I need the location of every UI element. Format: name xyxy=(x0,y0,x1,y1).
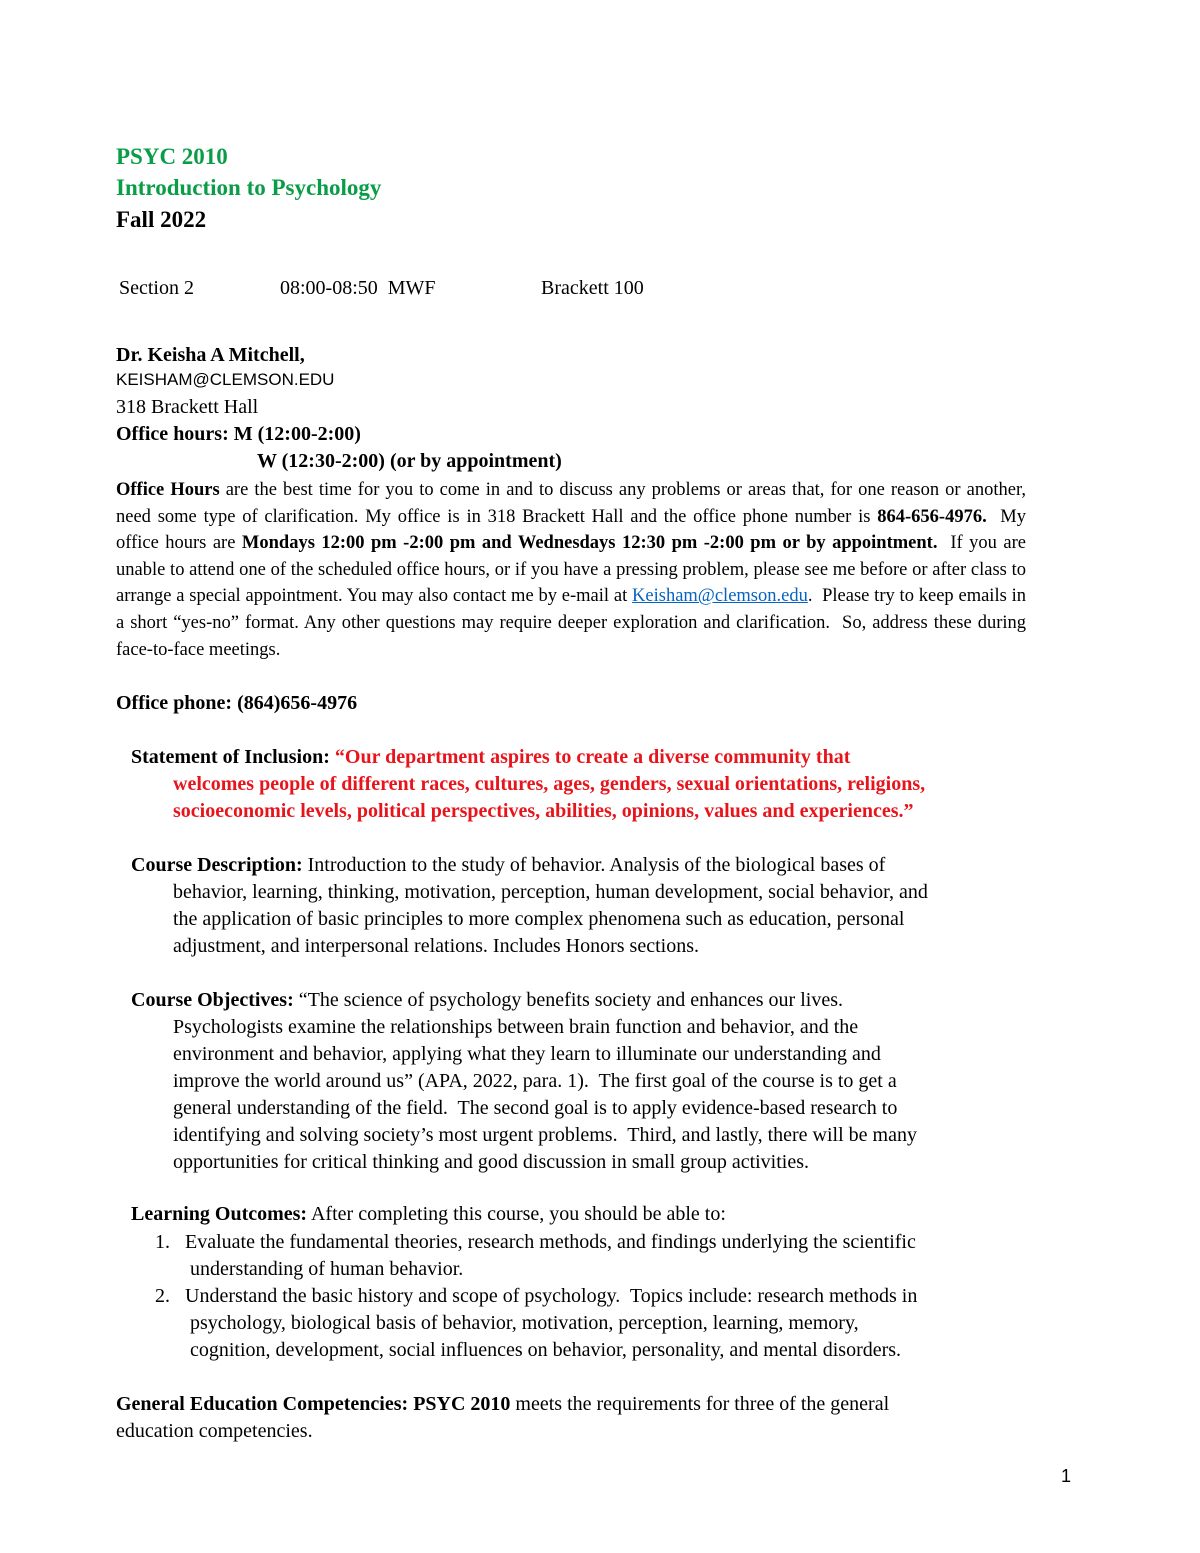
objectives-text-6: identifying and solving society’s most urgent problems. Third, and lastly, there will be many xyxy=(173,1124,917,1146)
outcome-2-line-2: psychology, biological basis of behavior, motivation, perception, learning, memory, xyxy=(190,1312,859,1334)
class-room: Brackett 100 xyxy=(541,277,644,299)
outcome-2-line-3: cognition, development, social influences on behavior, personality, and mental disorders. xyxy=(190,1339,902,1361)
description-label: Course Description: xyxy=(131,854,303,876)
outcome-2-line-1: Understand the basic history and scope of psychology. Topics include: research methods in xyxy=(185,1285,918,1307)
office-hours-line-1 xyxy=(116,423,361,446)
office-text-1: are the best time for you to come in and to discuss any problems or areas that, for one reason or another, need some type of clarification. My office is in 318 Brackett Hall and the office phone number is xyxy=(116,480,1026,527)
objectives-label: Course Objectives: xyxy=(131,989,294,1011)
outcome-1-line-2: understanding of human behavior. xyxy=(190,1258,464,1280)
objectives-text-4: improve the world around us” (APA, 2022, para. 1). The first goal of the course is to get a xyxy=(173,1070,897,1092)
description-text-4: adjustment, and interpersonal relations. Includes Honors sections. xyxy=(173,935,699,957)
objectives-line-1 xyxy=(131,989,843,1012)
office-phone-label: Office phone: xyxy=(116,692,233,714)
office-hours-inline: Mondays 12:00 pm -2:00 pm and Wednesdays 12:30 pm -2:00 pm or by appointment. xyxy=(241,533,938,554)
section-number: Section 2 xyxy=(119,277,194,299)
office-hours-label: Office hours: xyxy=(116,423,229,445)
office-phone-inline: 864-656-4976. xyxy=(877,506,987,527)
description-text-1: Introduction to the study of behavior. Analysis of the biological bases of xyxy=(302,854,886,876)
office-text-3: If you are unable to attend one of the scheduled office hours, or if you have a pressing problem, please see me before or after class to arrange a special appointment. You may also contact me by e-mail at xyxy=(116,533,1031,607)
outcomes-intro: After completing this course, you should be able to: xyxy=(307,1203,726,1225)
instructor-email: KEISHAM@CLEMSON.EDU xyxy=(116,370,335,389)
course-title: Introduction to Psychology xyxy=(116,175,382,200)
office-hours-wednesday: W (12:30-2:00) (or by appointment) xyxy=(257,450,562,472)
page-number: 1 xyxy=(1061,1466,1072,1486)
office-hours-paragraph-label: Office Hours xyxy=(116,480,220,500)
outcome-number-2: 2. xyxy=(155,1285,170,1307)
gen-ed-label: General Education Competencies: xyxy=(116,1393,414,1415)
outcome-1-line-1: Evaluate the fundamental theories, research methods, and findings underlying the scientific xyxy=(185,1231,916,1253)
email-link[interactable]: Keisham@clemson.edu xyxy=(632,586,808,607)
inclusion-line-1 xyxy=(131,746,850,769)
course-code: PSYC 2010 xyxy=(116,144,228,169)
term: Fall 2022 xyxy=(116,207,207,232)
gen-ed-line-1 xyxy=(116,1393,889,1416)
objectives-text-3: environment and behavior, applying what they learn to illuminate our understanding and xyxy=(173,1043,881,1065)
objectives-text-7: opportunities for critical thinking and good discussion in small group activities. xyxy=(173,1151,810,1173)
office-text-2: My office hours are xyxy=(116,506,1031,554)
objectives-text-2: Psychologists examine the relationships between brain function and behavior, and the xyxy=(173,1016,859,1038)
inclusion-text-3: socioeconomic levels, political perspectives, abilities, opinions, values and experiences.” xyxy=(173,800,914,822)
office-phone-value: (864)656-4976 xyxy=(237,692,358,714)
outcomes-label: Learning Outcomes: xyxy=(131,1203,308,1225)
office-phone-line xyxy=(116,692,357,715)
gen-ed-text-1: meets the requirements for three of the general xyxy=(510,1393,890,1415)
office-text-4: . Please try to keep emails in a short “yes-no” format. Any other questions may require deeper exploration and clarification. So, address these during face-to-face meetings. xyxy=(116,586,1031,660)
gen-ed-course: PSYC 2010 xyxy=(413,1393,511,1415)
instructor-name: Dr. Keisha A Mitchell, xyxy=(116,344,305,366)
outcomes-line-1 xyxy=(131,1203,726,1226)
outcome-number-1: 1. xyxy=(155,1231,170,1253)
objectives-text-5: general understanding of the field. The second goal is to apply evidence-based research to xyxy=(173,1097,898,1119)
class-time: 08:00-08:50 MWF xyxy=(280,277,436,299)
inclusion-text-1: “Our department aspires to create a diverse community that xyxy=(334,746,851,768)
inclusion-text-2: welcomes people of different races, cultures, ages, genders, sexual orientations, religions, xyxy=(173,773,926,795)
inclusion-label: Statement of Inclusion: xyxy=(131,746,330,768)
description-text-2: behavior, learning, thinking, motivation, perception, human development, social behavior, and xyxy=(173,881,928,903)
office-hours-monday: M (12:00-2:00) xyxy=(233,423,361,445)
office-hours-paragraph xyxy=(116,477,1031,663)
instructor-office: 318 Brackett Hall xyxy=(116,396,259,418)
objectives-text-1: “The science of psychology benefits society and enhances our lives. xyxy=(293,989,843,1011)
description-text-3: the application of basic principles to more complex phenomena such as education, personal xyxy=(173,908,905,930)
gen-ed-text-2: education competencies. xyxy=(116,1420,313,1442)
description-line-1 xyxy=(131,854,885,877)
